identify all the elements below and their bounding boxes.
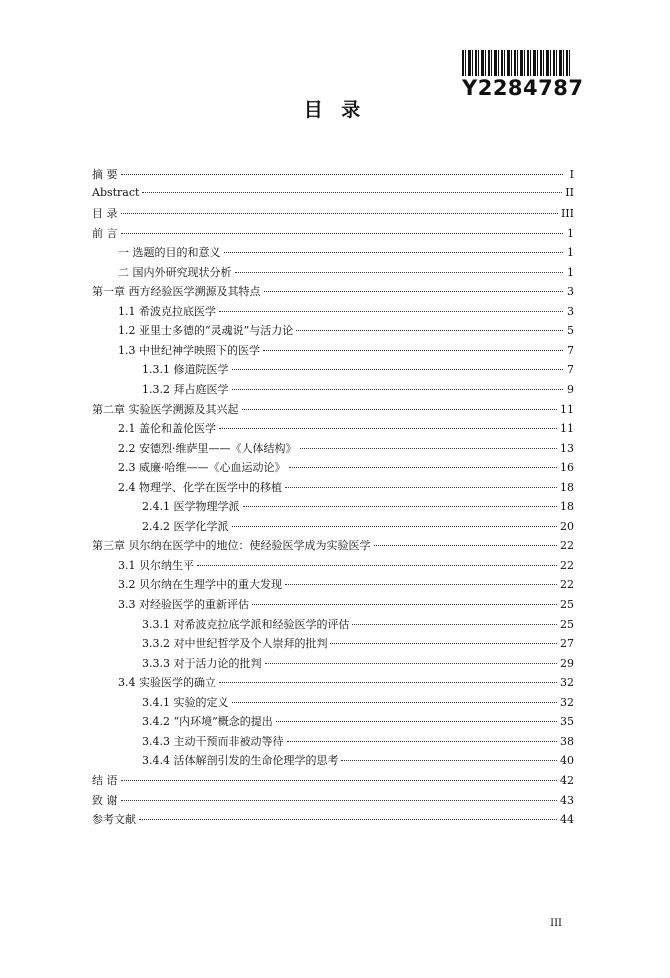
toc-entry-label: 3.4 实验医学的确立 [118, 676, 216, 690]
toc-dot-leader [352, 623, 557, 625]
toc-entry-label: 第三章 贝尔纳在医学中的地位：使经验医学成为实验医学 [92, 539, 371, 553]
barcode [462, 50, 584, 100]
toc-entry-page: 40 [560, 754, 574, 768]
toc-dot-leader [285, 583, 557, 585]
barcode-number: Y2284787 [462, 76, 584, 100]
toc-entry-label: 2.4.1 医学物理学派 [142, 500, 240, 514]
toc-entry-label: 2.3 威廉·哈维——《心血运动论》 [118, 461, 286, 475]
toc-entry-label: 二 国内外研究现状分析 [118, 265, 232, 279]
toc-entry-label: 目 录 [92, 207, 118, 221]
toc-dot-leader [287, 740, 558, 742]
toc-entry-page: 9 [567, 383, 574, 397]
toc-entry-page: 22 [560, 558, 574, 572]
toc-entry-label: 3.1 贝尔纳生平 [118, 558, 194, 572]
toc-entry-page: 11 [560, 402, 574, 416]
toc-dot-leader [139, 818, 557, 820]
toc-dot-leader [330, 642, 557, 644]
toc-entry [92, 674, 574, 694]
toc-dot-leader [197, 564, 557, 566]
toc-entry-label: 一 选题的目的和意义 [118, 246, 221, 260]
toc-entry [92, 303, 574, 323]
toc-entry [92, 772, 574, 792]
toc-entry-label: 1.3.2 拜占庭医学 [142, 383, 229, 397]
toc-dot-leader [265, 662, 558, 664]
toc-entry-label: 3.4.1 实验的定义 [142, 695, 229, 709]
toc-entry [92, 479, 574, 499]
toc-entry [92, 576, 574, 596]
toc-entry [92, 244, 574, 264]
toc-entry-page: I [569, 168, 574, 181]
toc-entry [92, 518, 574, 538]
toc-entry-label: 3.4.4 活体解剖引发的生命伦理学的思考 [142, 754, 339, 768]
toc-entry [92, 811, 574, 831]
toc-entry-label: 2.2 安德烈·维萨里——《人体结构》 [118, 441, 297, 455]
toc-entry [92, 537, 574, 557]
toc-entry [92, 616, 574, 636]
toc-entry [92, 459, 574, 479]
toc-entry [92, 713, 574, 733]
toc-dot-leader [235, 271, 564, 273]
toc-dot-leader [219, 681, 557, 683]
toc-entry-page: 22 [560, 578, 574, 592]
toc-entry-page: 3 [567, 285, 574, 299]
toc-entry-page: 1 [567, 246, 574, 260]
toc-entry [92, 264, 574, 284]
toc-entry-page: 32 [560, 695, 574, 709]
toc-dot-leader [232, 388, 564, 390]
toc-dot-leader [219, 427, 557, 429]
toc-dot-leader [264, 290, 564, 292]
toc-entry-page: 3 [567, 304, 574, 318]
toc-entry-page: 16 [560, 461, 574, 475]
toc-dot-leader [285, 486, 557, 488]
toc-dot-leader [232, 525, 558, 527]
toc-dot-leader [252, 603, 557, 605]
footer-page-number: III [550, 918, 562, 929]
toc-dot-leader [341, 759, 557, 761]
toc-dot-leader [121, 232, 564, 234]
toc-entry-page: 11 [560, 422, 574, 436]
toc-entry [92, 205, 574, 225]
toc-entry-page: 42 [560, 773, 574, 787]
page-title: 目 录 [303, 99, 367, 121]
toc-entry-page: 1 [567, 226, 574, 240]
toc-entry [92, 283, 574, 303]
toc-entry-page: 18 [560, 480, 574, 494]
toc-entry-page: 20 [560, 519, 574, 533]
toc-entry [92, 440, 574, 460]
toc-entry-label: 第二章 实验医学溯源及其兴起 [92, 402, 239, 416]
toc-dot-leader [232, 368, 564, 370]
toc-dot-leader [263, 349, 563, 351]
toc-dot-leader [232, 701, 558, 703]
toc-dot-leader [121, 212, 558, 214]
toc-entry-page: 25 [560, 617, 574, 631]
toc-entry-page: 43 [560, 793, 574, 807]
toc-entry-page: 7 [567, 343, 574, 357]
toc-entry [92, 166, 574, 186]
toc-entry-label: 2.1 盖伦和盖伦医学 [118, 422, 216, 436]
toc-entry-label: 3.3 对经验医学的重新评估 [118, 598, 249, 612]
toc-dot-leader [242, 408, 558, 410]
toc-entry [92, 381, 574, 401]
toc-entry-label: 前 言 [92, 226, 118, 240]
toc-dot-leader [121, 799, 558, 801]
toc-entry [92, 361, 574, 381]
toc-entry [92, 322, 574, 342]
toc-entry [92, 655, 574, 675]
toc-dot-leader [276, 720, 557, 722]
toc-entry-label: 1.1 希波克拉底医学 [118, 304, 216, 318]
toc-entry-page: 5 [567, 324, 574, 338]
toc-entry-label: 2.4 物理学、化学在医学中的移植 [118, 480, 282, 494]
toc-entry-label: 3.3.3 对于活力论的批判 [142, 656, 262, 670]
toc-entry-label: 结 语 [92, 773, 118, 787]
toc-entry-label: 3.4.2 “内环境”概念的提出 [142, 715, 273, 729]
toc-entry-label: 3.3.1 对希波克拉底学派和经验医学的评估 [142, 617, 350, 631]
toc-entry [92, 694, 574, 714]
toc-entry-label: 参考文献 [92, 813, 136, 827]
toc-entry-page: III [560, 207, 574, 221]
toc-entry-label: 1.3 中世纪神学映照下的医学 [118, 343, 260, 357]
toc-entry-page: II [565, 185, 574, 199]
toc-entry [92, 420, 574, 440]
toc-entry-label: 2.4.2 医学化学派 [142, 519, 229, 533]
toc-entry-page: 44 [560, 813, 574, 827]
toc-entry [92, 225, 574, 245]
toc-entry-page: 27 [560, 637, 574, 651]
toc-dot-leader [289, 466, 558, 468]
toc-entry-label: 摘 要 [92, 168, 118, 181]
toc-dot-leader [142, 191, 562, 193]
toc-dot-leader [219, 310, 563, 312]
toc-entry-label: 1.2 亚里士多德的“灵魂说”与活力论 [118, 324, 294, 338]
toc-dot-leader [296, 329, 563, 331]
toc-dot-leader [374, 544, 558, 546]
toc-dot-leader [243, 505, 558, 507]
toc-entry [92, 401, 574, 421]
barcode-bars [462, 50, 572, 76]
toc-entry-page: 13 [560, 441, 574, 455]
toc-entry-label: 致 谢 [92, 793, 118, 807]
toc-entry [92, 635, 574, 655]
toc-entry-label: 3.3.2 对中世纪哲学及个人崇拜的批判 [142, 637, 328, 651]
toc-dot-leader [121, 173, 564, 175]
toc-entry-label: 3.4.3 主动干预而非被动等待 [142, 734, 284, 748]
toc-entry [92, 498, 574, 518]
toc-entry-page: 38 [560, 734, 574, 748]
toc-dot-leader [300, 447, 558, 449]
toc-entry-page: 1 [567, 265, 574, 279]
toc-entry-page: 32 [560, 676, 574, 690]
toc-entry [92, 186, 574, 206]
toc-entry-label: 第一章 西方经验医学溯源及其特点 [92, 285, 261, 299]
toc-entry-page: 22 [560, 539, 574, 553]
toc-entry-label: 3.2 贝尔纳在生理学中的重大发现 [118, 578, 282, 592]
table-of-contents [92, 166, 574, 831]
toc-entry [92, 752, 574, 772]
toc-dot-leader [224, 251, 564, 253]
toc-entry [92, 733, 574, 753]
toc-entry-page: 18 [560, 500, 574, 514]
toc-entry [92, 342, 574, 362]
toc-entry-page: 7 [567, 363, 574, 377]
toc-entry-label: 1.3.1 修道院医学 [142, 363, 229, 377]
toc-entry-page: 29 [560, 656, 574, 670]
toc-entry [92, 596, 574, 616]
toc-entry-page: 25 [560, 598, 574, 612]
toc-entry-page: 35 [560, 715, 574, 729]
toc-dot-leader [121, 779, 558, 781]
toc-entry [92, 792, 574, 812]
toc-entry-label: Abstract [92, 185, 140, 199]
toc-entry [92, 557, 574, 577]
